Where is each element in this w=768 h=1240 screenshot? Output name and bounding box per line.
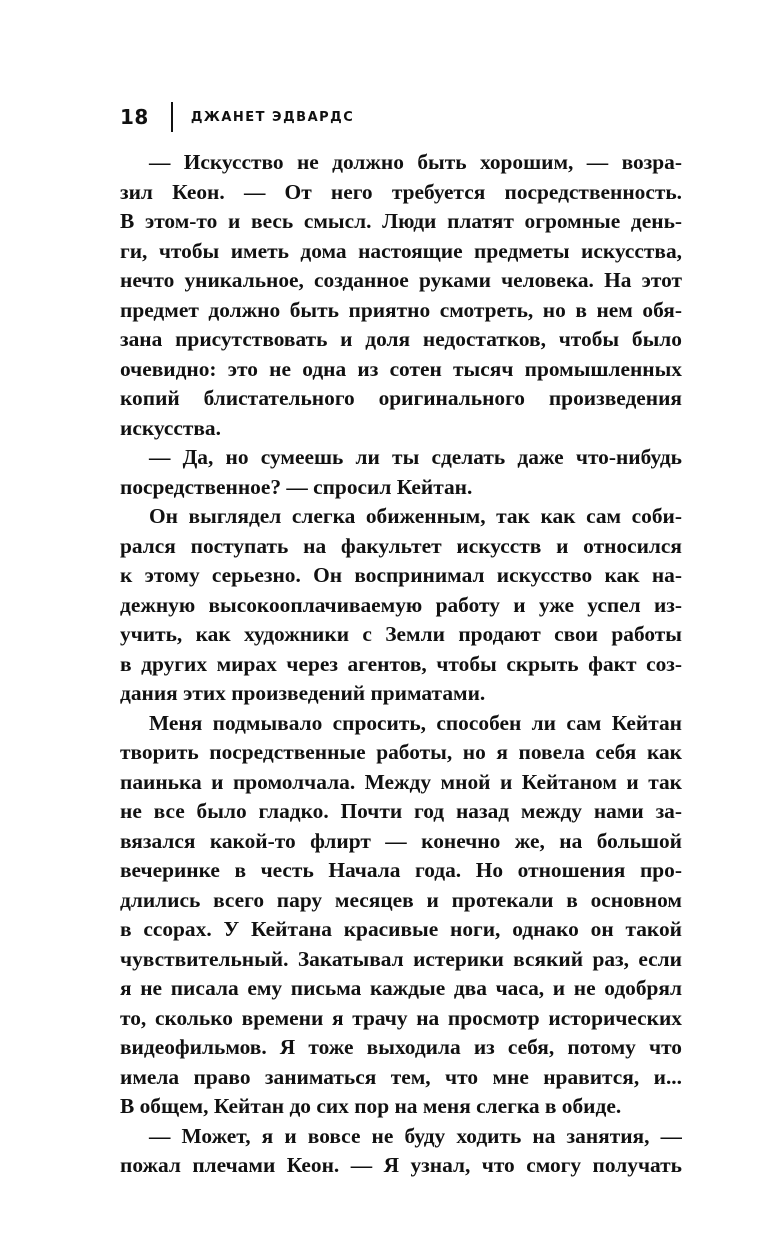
text-line: паинька и промолчала. Между мной и Кейтаном и так: [120, 769, 682, 794]
text-line: я не писала ему письма каждые два часа, и не одобрял: [120, 976, 682, 1000]
text-line: нечто уникальное, созданное руками человека. На этот: [120, 268, 682, 292]
text-line: видеофильмов. Я тоже выходила из себя, потому что: [120, 1035, 682, 1059]
page-number: 18: [120, 105, 149, 129]
text-line: — Искусство не должно быть хорошим, — возра-: [149, 150, 682, 174]
text-line: чувствительный. Закатывал истерики всякий раз, если: [120, 946, 682, 971]
text-line: творить посредственные работы, но я повела себя как: [120, 740, 682, 764]
text-line: длились всего пару месяцев и протекали в основном: [120, 887, 682, 912]
text-line: зана присутствовать и доля недостатков, чтобы было: [120, 327, 682, 351]
text-line: Меня подмывало спросить, способен ли сам Кейтан: [149, 710, 682, 735]
text-line: — Да, но сумеешь ли ты сделать даже что-нибудь: [149, 445, 682, 469]
text-line: рался поступать на факультет искусств и относился: [120, 533, 682, 558]
running-head: [120, 100, 354, 134]
text-line: имела право заниматься тем, что мне нравится, и...: [120, 1064, 682, 1089]
text-line: к этому серьезно. Он воспринимал искусство как на-: [120, 563, 682, 587]
text-line: очевидно: это не одна из сотен тысяч промышленных: [120, 356, 682, 381]
text-line: Он выглядел слегка обиженным, так как сам соби-: [149, 504, 682, 528]
text-line: искусства.: [120, 415, 221, 440]
text-line: предмет должно быть приятно смотреть, но в нем обя-: [120, 297, 682, 322]
text-line: — Может, я и вовсе не буду ходить на занятия, —: [149, 1123, 682, 1148]
text-line: дания этих произведений приматами.: [120, 681, 486, 705]
text-line: посредственное? — спросил Кейтан.: [120, 474, 473, 499]
header-divider: [171, 102, 173, 132]
text-line: в других мирах через агентов, чтобы скрыть факт соз-: [120, 651, 682, 676]
text-line: зил Кеон. — От него требуется посредственность.: [120, 179, 682, 204]
text-line: то, сколько времени я трачу на просмотр исторических: [120, 1005, 682, 1030]
text-line: не все было гладко. Почти год назад между нами за-: [120, 799, 682, 823]
author-name: ДЖАНЕТ ЭДВАРДС: [190, 109, 355, 125]
text-line: В этом-то и весь смысл. Люди платят огромные день-: [120, 209, 682, 233]
body-text: [120, 148, 682, 1181]
text-line: в ссорах. У Кейтана красивые ноги, однако он такой: [120, 917, 682, 941]
text-line: дежную высокооплачиваемую работу и уже успел из-: [120, 592, 682, 617]
text-line: В общем, Кейтан до сих пор на меня слегка в обиде.: [120, 1094, 622, 1118]
text-line: ги, чтобы иметь дома настоящие предметы искусства,: [120, 238, 682, 263]
text-line: учить, как художники с Земли продают свои работы: [120, 622, 682, 646]
text-line: пожал плечами Кеон. — Я узнал, что смогу получать: [120, 1153, 682, 1177]
text-line: вечеринке в честь Начала года. Но отношения про-: [120, 858, 682, 882]
text-line: копий блистательного оригинального произведения: [120, 386, 682, 410]
text-line: вязался какой-то флирт — конечно же, на большой: [120, 828, 682, 853]
